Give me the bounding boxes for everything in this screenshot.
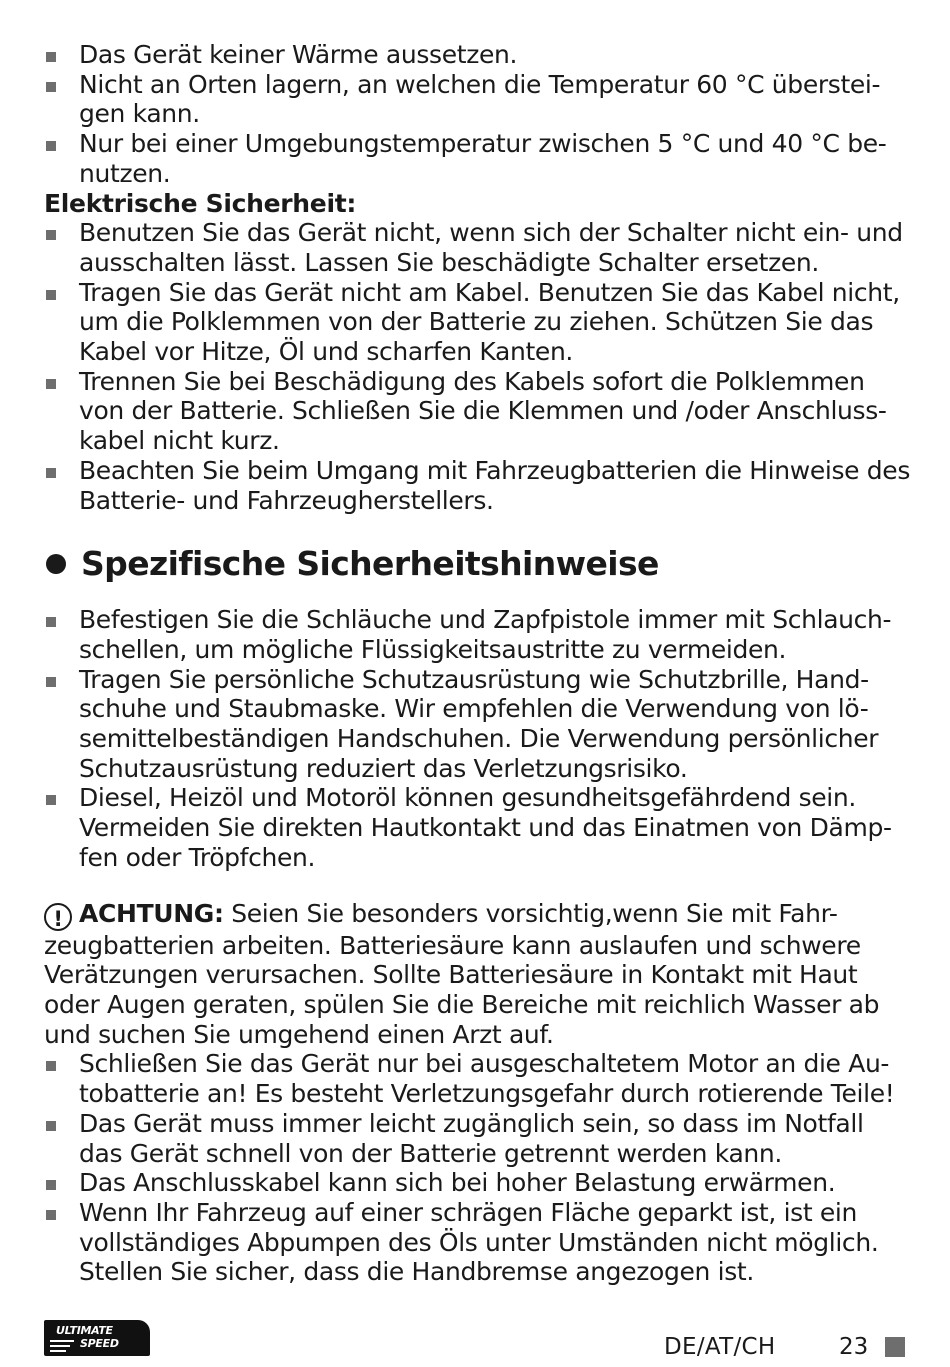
list-item [44, 1168, 910, 1198]
logo-stripe [50, 1345, 70, 1347]
list-item-text: Das Gerät keiner Wärme aussetzen. [79, 40, 518, 69]
list-item-text: Nicht an Orten lagern, an welchen die Temperatur 60 °C überstei-gen kann. [79, 69, 881, 129]
electrical-safety-list [44, 218, 910, 515]
list-item-text: Tragen Sie persönliche Schutzausrüstung wie Schutzbrille, Hand-schuhe und Staubmaske. Wir empfehlen die Verwendung von lö-semittelbeständigen Handschuhen. Die Verwendung persönlicher Schutzausrüstung reduziert das Verletzungsrisiko. [79, 664, 879, 783]
square-bullet-icon [46, 1180, 56, 1190]
list-item-text: Beachten Sie beim Umgang mit Fahrzeugbatterien die Hinweise des Batterie- und Fahrzeugherstellers. [79, 455, 911, 515]
square-bullet-icon [46, 1121, 56, 1131]
square-bullet-icon [46, 379, 56, 389]
square-bullet-icon [46, 1061, 56, 1071]
square-bullet-icon [46, 290, 56, 300]
battery-safety-list [44, 1049, 910, 1287]
square-bullet-icon [46, 82, 56, 92]
list-item [44, 1109, 910, 1168]
square-bullet-icon [46, 468, 56, 478]
page-number: 23 [839, 1334, 869, 1360]
logo-stripe [50, 1340, 74, 1342]
square-bullet-icon [46, 677, 56, 687]
logo-line-1: ULTIMATE [56, 1324, 113, 1337]
section-heading-text: Spezifische Sicherheitshinweise [81, 544, 659, 584]
list-item [44, 367, 910, 456]
list-item-text: Wenn Ihr Fahrzeug auf einer schrägen Fläche geparkt ist, ist ein vollständiges Abpumpen des Öls unter Umständen nicht möglich. Stellen Sie sicher, dass die Handbremse angezogen ist. [79, 1197, 879, 1287]
list-item [44, 1198, 910, 1287]
list-item-text: Schließen Sie das Gerät nur bei ausgeschaltetem Motor an die Au-tobatterie an! Es besteht Verletzungsgefahr durch rotierende Teile! [79, 1049, 895, 1109]
square-bullet-icon [46, 1210, 56, 1220]
list-item-text: Benutzen Sie das Gerät nicht, wenn sich der Schalter nicht ein- und ausschalten lässt. Lassen Sie beschädigte Schalter ersetzen. [79, 218, 903, 277]
list-item-text: Das Gerät muss immer leicht zugänglich sein, so dass im Notfall das Gerät schnell von der Batterie getrennt werden kann. [79, 1108, 864, 1168]
list-item [44, 218, 910, 277]
square-bullet-icon [46, 617, 56, 627]
list-item-text: Diesel, Heizöl und Motoröl können gesundheitsgefährdend sein. Vermeiden Sie direkten Hautkontakt und das Einatmen von Dämp-fen oder Tröpfchen. [79, 783, 892, 872]
square-bullet-icon [46, 795, 56, 805]
list-item [44, 40, 910, 70]
square-bullet-icon [46, 230, 56, 240]
logo-stripe [50, 1350, 66, 1352]
ultimate-speed-logo [44, 1320, 150, 1356]
general-safety-list [44, 40, 910, 189]
list-item-text: Nur bei einer Umgebungstemperatur zwischen 5 °C und 40 °C be-nutzen. [79, 129, 887, 188]
list-item [44, 278, 910, 367]
warning-paragraph [44, 899, 910, 1050]
square-bullet-icon [46, 141, 56, 151]
list-item [44, 665, 910, 784]
list-item [44, 1049, 910, 1108]
specific-safety-list [44, 605, 910, 872]
list-item [44, 129, 910, 188]
page-marker-icon [885, 1337, 905, 1357]
document-page [44, 40, 910, 1287]
list-item [44, 70, 910, 129]
list-item-text: Das Anschlusskabel kann sich bei hoher Belastung erwärmen. [79, 1168, 836, 1198]
warning-text: Seien Sie besonders vorsichtig,wenn Sie mit Fahr-zeugbatterien arbeiten. Batteriesäure kann auslaufen und schwere Verätzungen verursachen. Sollte Batteriesäure in Kontakt mit Haut oder Augen geraten, spülen Sie die Bereiche mit reichlich Wasser ab und suchen Sie umgehend einen Arzt auf. [44, 898, 880, 1049]
list-item [44, 605, 910, 664]
list-item-text: Trennen Sie bei Beschädigung des Kabels sofort die Polklemmen von der Batterie. Schließen Sie die Klemmen und /oder Anschluss-kabel nicht kurz. [79, 366, 887, 456]
list-item [44, 456, 910, 515]
list-item-text: Tragen Sie das Gerät nicht am Kabel. Benutzen Sie das Kabel nicht, um die Polklemmen von der Batterie zu ziehen. Schützen Sie das Kabel vor Hitze, Öl und scharfen Kanten. [79, 277, 900, 367]
logo-line-2: SPEED [80, 1337, 119, 1350]
exclamation-circle-icon: ! [44, 903, 72, 931]
region-label: DE/AT/CH [664, 1334, 776, 1360]
bullet-dot-icon [46, 554, 66, 574]
list-item [44, 783, 910, 872]
electrical-safety-heading: Elektrische Sicherheit: [44, 188, 357, 218]
square-bullet-icon [46, 52, 56, 62]
section-heading [44, 545, 910, 583]
list-item-text: Befestigen Sie die Schläuche und Zapfpistole immer mit Schlauch-schellen, um mögliche Flüssigkeitsaustritte zu vermeiden. [79, 605, 892, 664]
warning-label: ACHTUNG: [79, 898, 224, 928]
